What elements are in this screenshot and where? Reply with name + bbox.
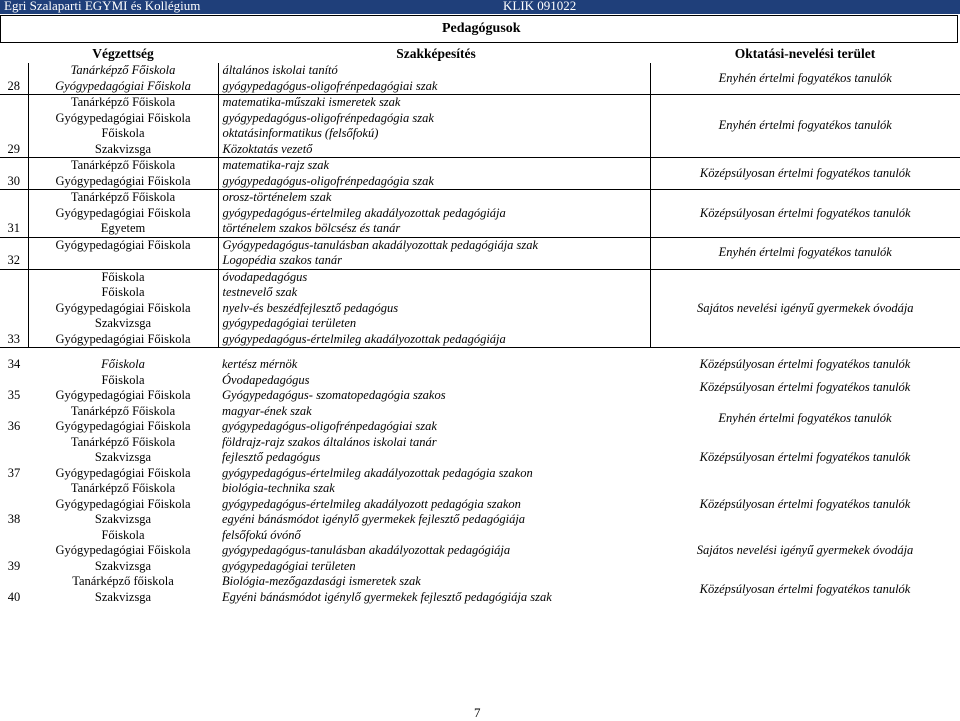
education-cell: [28, 404, 218, 435]
row-number: 33: [0, 269, 28, 348]
qualification-line: gyógypedagógus-oligofrénpedagógiai szak: [222, 78, 438, 93]
qualification-line: Gyógypedagógus-tanulásban akadályozottak pedagógiája szak: [222, 237, 539, 252]
row-number: 40: [7, 589, 21, 604]
table-row: [0, 404, 960, 435]
education-line: Tanárképző Főiskola: [70, 63, 176, 77]
education-line: Tanárképző Főiskola: [70, 158, 176, 172]
qualification-line: gyógypedagógus-oligofrénpedagógia szak: [222, 110, 434, 125]
education-line: Főiskola: [101, 527, 145, 542]
qualification-cell: [218, 190, 650, 238]
education-line: Szakvizsga: [94, 450, 152, 464]
education-line: Gyógypedagógiai Főiskola: [55, 496, 191, 511]
education-cell: [28, 373, 218, 404]
education-cell: [28, 574, 218, 605]
table-row: [0, 63, 960, 95]
table-row: [0, 435, 960, 482]
qualification-line: gyógypedagógus-értelmileg akadályozottak pedagógiája: [222, 331, 506, 346]
education-line: Szakvizsga: [94, 589, 152, 604]
area-cell: Középsúlyosan értelmi fogyatékos tanulók: [699, 496, 911, 511]
education-line: Főiskola: [101, 357, 145, 371]
education-line: Szakvizsga: [94, 558, 152, 573]
education-line: Gyógypedagógiai Főiskola: [55, 205, 191, 220]
education-line: Szakvizsga: [94, 141, 152, 156]
qualification-line: Biológia-mezőgazdasági ismeretek szak: [222, 574, 421, 588]
header-number: [0, 44, 28, 63]
area-cell: Középsúlyosan értelmi fogyatékos tanulók: [699, 357, 911, 371]
education-line: Főiskola: [101, 126, 145, 140]
education-cell: [28, 63, 218, 95]
qualification-line: Egyéni bánásmódot igénylő gyermekek fejlesztő pedagógiája szak: [222, 589, 552, 604]
area-cell: Középsúlyosan értelmi fogyatékos tanulók: [650, 190, 960, 238]
table-row: [0, 269, 960, 348]
area-cell: Középsúlyosan értelmi fogyatékos tanulók: [650, 158, 960, 190]
education-line: Gyógypedagógiai Főiskola: [55, 237, 191, 252]
qualification-cell: [218, 435, 650, 482]
table-row: [0, 373, 960, 404]
qualification-line: oktatásinformatikus (felsőfokú): [222, 126, 379, 140]
qualification-line: nyelv-és beszédfejlesztő pedagógus: [222, 300, 399, 315]
row-number: 39: [7, 558, 21, 573]
qualification-line: matematika-rajz szak: [222, 158, 330, 172]
row-number: 34: [7, 357, 21, 371]
qualification-cell: [218, 237, 650, 269]
table-row: [0, 528, 960, 575]
row-number: 31: [0, 190, 28, 238]
education-line: Főiskola: [101, 269, 145, 284]
institution-name: Egri Szalaparti EGYMI és Kollégium: [4, 0, 201, 13]
qualification-line: felsőfokú óvónő: [222, 527, 301, 542]
header-area: Oktatási-nevelési terület: [734, 45, 876, 61]
education-line: Tanárképző főiskola: [72, 574, 174, 588]
education-cell: [28, 481, 218, 528]
qualification-line: testnevelő szak: [222, 285, 298, 299]
area-cell: Enyhén értelmi fogyatékos tanulók: [650, 237, 960, 269]
education-line: Tanárképző Főiskola: [70, 481, 176, 495]
education-cell: [28, 357, 218, 373]
page-title: Pedagógusok: [442, 21, 521, 36]
education-line: Főiskola: [101, 285, 145, 299]
table-header-row: [0, 44, 960, 63]
table-row: [0, 95, 960, 158]
education-line: Egyetem: [100, 221, 146, 235]
qualification-line: gyógypedagógiai területen: [222, 558, 356, 573]
education-line: Gyógypedagógiai Főiskola: [55, 331, 191, 346]
qualification-line: földrajz-rajz szakos általános iskolai tanár: [222, 434, 437, 449]
qualification-line: gyógypedagógiai területen: [222, 316, 357, 330]
area-cell: Sajátos nevelési igényű gyermekek óvodája: [650, 269, 960, 348]
qualification-line: gyógypedagógus-oligofrénpedagógiai szak: [222, 419, 437, 433]
table-row: [0, 481, 960, 528]
education-line: Gyógypedagógiai Főiskola: [55, 173, 191, 188]
education-line: Gyógypedagógiai Főiskola: [55, 465, 191, 480]
qualification-line: gyógypedagógus-tanulásban akadályozottak pedagógiája: [222, 543, 511, 557]
area-cell: Középsúlyosan értelmi fogyatékos tanulók: [699, 450, 911, 464]
education-line: Tanárképző Főiskola: [70, 403, 176, 418]
education-line: Gyógypedagógiai Főiskola: [55, 543, 191, 557]
qualification-cell: [218, 95, 650, 158]
area-cell: Enyhén értelmi fogyatékos tanulók: [718, 411, 892, 426]
qualification-line: általános iskolai tanító: [222, 63, 338, 77]
area-cell: Középsúlyosan értelmi fogyatékos tanulók: [699, 581, 911, 596]
education-line: Tanárképző Főiskola: [70, 95, 176, 109]
qualification-line: Logopédia szakos tanár: [222, 253, 342, 267]
header-education: Végzettség: [92, 45, 154, 61]
education-line: Tanárképző Főiskola: [70, 434, 176, 449]
qualification-line: gyógypedagógus-oligofrénpedagógia szak: [222, 173, 434, 188]
qualification-line: gyógypedagógus-értelmileg akadályozottak pedagógiája: [222, 205, 506, 220]
staff-table: [0, 44, 960, 605]
row-number: 38: [7, 512, 21, 526]
row-number: 37: [7, 465, 21, 480]
education-line: Szakvizsga: [94, 512, 152, 526]
qualification-cell: [218, 373, 650, 404]
education-line: Gyógypedagógiai Főiskola: [55, 388, 191, 402]
education-cell: [28, 190, 218, 238]
table-row: [0, 357, 960, 373]
qualification-line: gyógypedagógus-értelmileg akadályozottak pedagógia szakon: [222, 465, 533, 480]
row-number: 30: [0, 158, 28, 190]
education-line: Gyógypedagógiai Főiskola: [55, 110, 191, 125]
qualification-line: orosz-történelem szak: [222, 190, 332, 204]
header-bar: [0, 0, 960, 14]
table-row: [0, 574, 960, 605]
table-row: [0, 158, 960, 190]
qualification-line: fejlesztő pedagógus: [222, 450, 321, 464]
row-number: 36: [7, 419, 21, 433]
qualification-line: Óvodapedagógus: [222, 372, 310, 387]
qualification-line: matematika-műszaki ismeretek szak: [222, 95, 401, 109]
qualification-line: biológia-technika szak: [222, 481, 335, 495]
page-number: 7: [474, 705, 481, 720]
qualification-line: egyéni bánásmódot igénylő gyermekek fejlesztő pedagógiája: [222, 512, 526, 526]
title-box: [0, 15, 958, 43]
header-qualification: Szakképesítés: [396, 45, 476, 61]
qualification-cell: [218, 574, 650, 605]
education-line: Gyógypedagógiai Főiskola: [55, 419, 191, 433]
education-line: Főiskola: [101, 372, 145, 387]
education-line: Gyógypedagógiai Főiskola: [55, 300, 191, 315]
area-cell: Középsúlyosan értelmi fogyatékos tanulók: [699, 380, 911, 395]
institution-code: KLIK 091022: [503, 0, 577, 13]
education-cell: [28, 269, 218, 348]
table-body: [0, 63, 960, 605]
qualification-cell: [218, 481, 650, 528]
education-line: Tanárképző Főiskola: [70, 190, 176, 204]
education-cell: [28, 158, 218, 190]
qualification-line: gyógypedagógus-értelmileg akadályozott pedagógia szakon: [222, 496, 521, 511]
qualification-line: magyar-ének szak: [222, 403, 312, 418]
row-number: 29: [0, 95, 28, 158]
qualification-cell: [218, 158, 650, 190]
qualification-line: kertész mérnök: [222, 357, 298, 371]
area-cell: Enyhén értelmi fogyatékos tanulók: [650, 63, 960, 95]
qualification-line: Közoktatás vezető: [222, 141, 313, 156]
qualification-cell: [218, 528, 650, 575]
qualification-cell: [218, 269, 650, 348]
qualification-cell: [218, 63, 650, 95]
area-cell: Enyhén értelmi fogyatékos tanulók: [650, 95, 960, 158]
education-cell: [28, 528, 218, 575]
education-cell: [28, 435, 218, 482]
education-cell: [28, 95, 218, 158]
education-line: [29, 253, 218, 269]
qualification-line: óvodapedagógus: [222, 269, 308, 284]
row-number: 28: [0, 63, 28, 95]
qualification-cell: [218, 357, 650, 373]
table-row: [0, 190, 960, 238]
row-number: 35: [7, 388, 21, 402]
qualification-line: Gyógypedagógus- szomatopedagógia szakos: [222, 388, 446, 402]
education-line: Gyógypedagógiai Főiskola: [55, 78, 191, 93]
education-line: Szakvizsga: [94, 316, 152, 330]
row-gap: [0, 348, 960, 358]
table-row: [0, 237, 960, 269]
qualification-cell: [218, 404, 650, 435]
area-cell: Sajátos nevelési igényű gyermekek óvodája: [696, 543, 914, 557]
row-number: 32: [0, 237, 28, 269]
education-cell: [28, 237, 218, 269]
qualification-line: történelem szakos bölcsész és tanár: [222, 221, 401, 235]
